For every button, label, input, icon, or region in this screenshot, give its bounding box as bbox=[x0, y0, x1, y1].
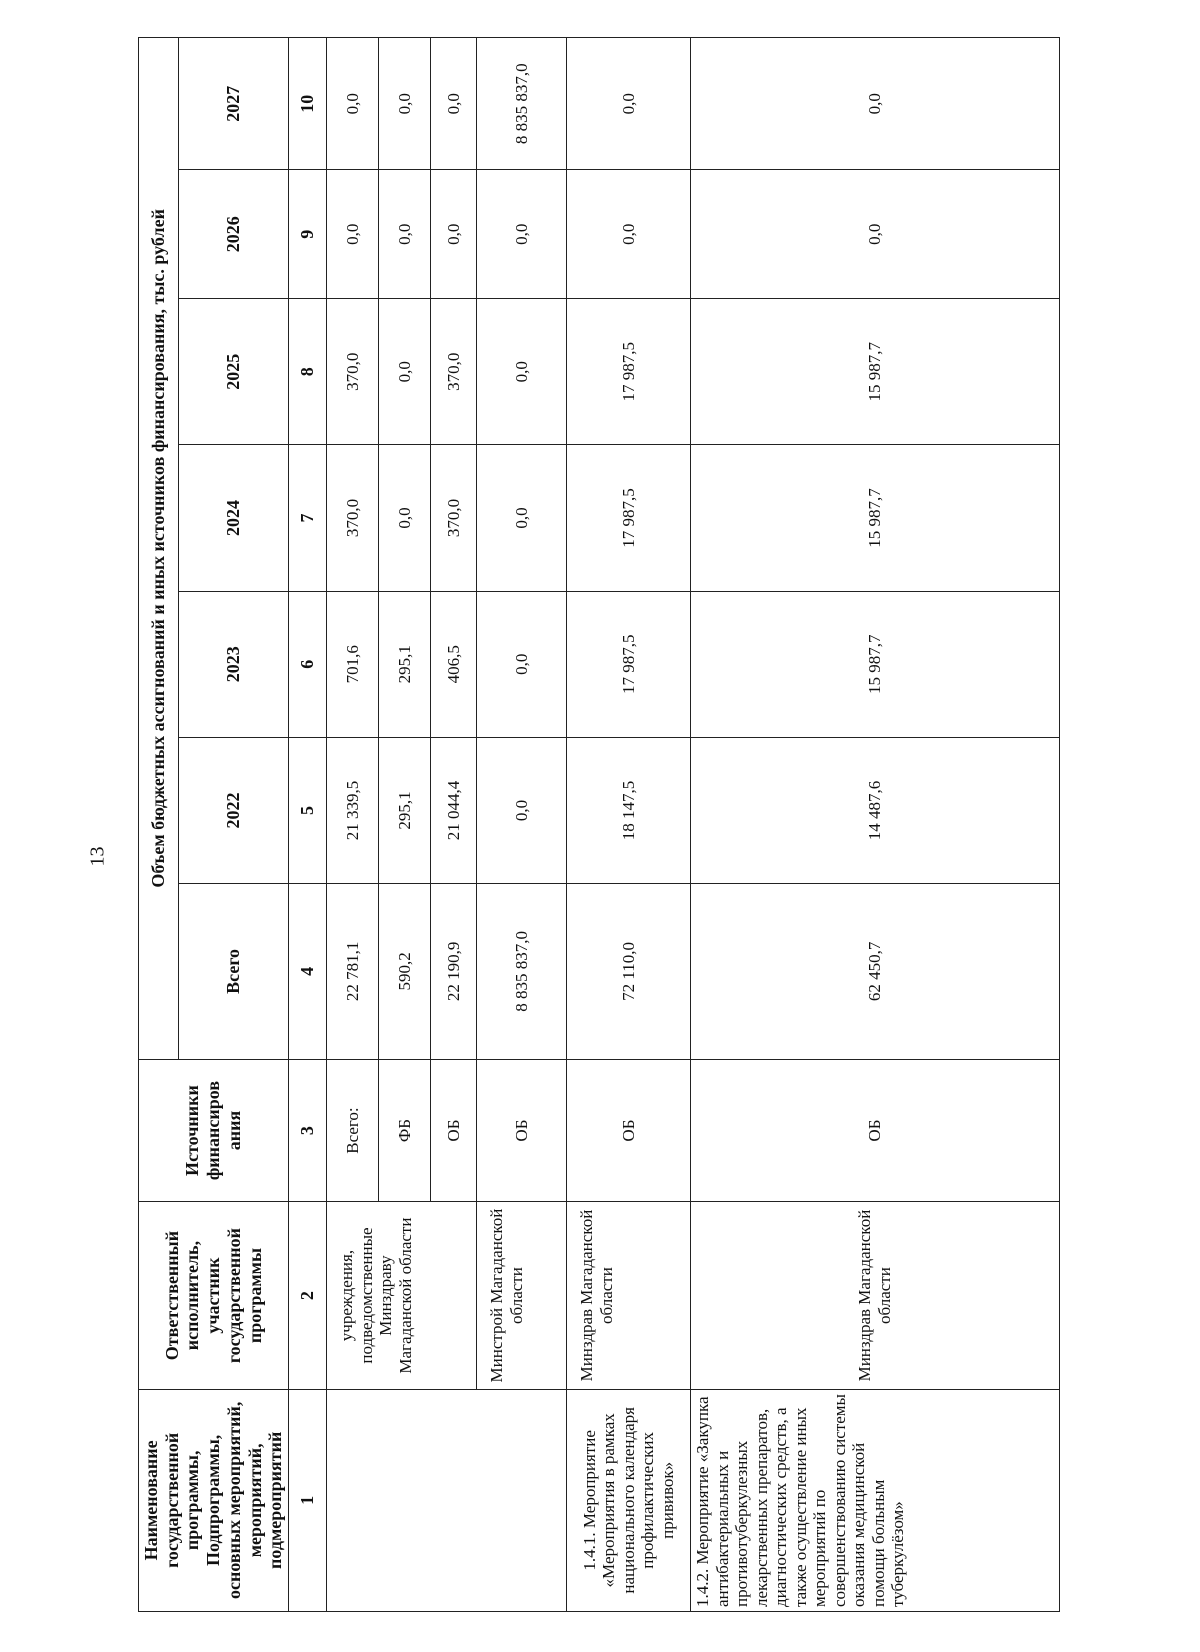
row-value: 370,0 bbox=[327, 445, 379, 591]
column-number: 2 bbox=[289, 1202, 327, 1389]
row-value: 8 835 837,0 bbox=[477, 38, 567, 170]
row-value: 0,0 bbox=[477, 737, 567, 883]
row-value: 295,1 bbox=[379, 737, 431, 883]
header-executor: Ответственный исполнитель, участник государственной программы bbox=[139, 1202, 289, 1389]
row-value: 701,6 bbox=[327, 591, 379, 737]
row-value: 0,0 bbox=[477, 299, 567, 445]
column-number: 7 bbox=[289, 445, 327, 591]
row-value: 0,0 bbox=[379, 38, 431, 170]
row-name: 1.4.1. Мероприятие «Мероприятия в рамках национального календаря профилактических прививок» bbox=[567, 1389, 691, 1611]
row-value: 295,1 bbox=[379, 591, 431, 737]
row-source: ОБ bbox=[691, 1059, 1060, 1202]
table-row bbox=[567, 38, 691, 1612]
row-value: 21 339,5 bbox=[327, 737, 379, 883]
column-number: 3 bbox=[289, 1059, 327, 1202]
funding-table bbox=[138, 37, 1060, 1612]
header-year-2022: 2022 bbox=[179, 737, 289, 883]
row-value: 62 450,7 bbox=[691, 884, 1060, 1060]
header-year-2023: 2023 bbox=[179, 591, 289, 737]
row-value: 0,0 bbox=[477, 170, 567, 299]
row-value: 0,0 bbox=[691, 170, 1060, 299]
row-value: 0,0 bbox=[477, 445, 567, 591]
row-source: ФБ bbox=[379, 1059, 431, 1202]
row-value: 17 987,5 bbox=[567, 591, 691, 737]
row-name: 1.4.2. Мероприятие «Закупка антибактериальных и противотуберкулезных лекарственных препаратов, диагностических средств, а также осуществление иных мероприятий по совершенствованию системы оказания медицинской помощи больным туберкулёзом» bbox=[691, 1389, 1060, 1611]
row-value: 17 987,5 bbox=[567, 299, 691, 445]
header-year-total: Всего bbox=[179, 884, 289, 1060]
row-value: 0,0 bbox=[379, 170, 431, 299]
header-year-2026: 2026 bbox=[179, 170, 289, 299]
row-value: 590,2 bbox=[379, 884, 431, 1060]
row-value: 72 110,0 bbox=[567, 884, 691, 1060]
row-value: 0,0 bbox=[691, 38, 1060, 170]
row-source: ОБ bbox=[431, 1059, 477, 1202]
row-value: 0,0 bbox=[431, 170, 477, 299]
column-number: 10 bbox=[289, 38, 327, 170]
row-value: 21 044,4 bbox=[431, 737, 477, 883]
column-number: 9 bbox=[289, 170, 327, 299]
column-number: 1 bbox=[289, 1389, 327, 1611]
row-executor: Минздрав Магаданской области bbox=[567, 1202, 691, 1389]
row-value: 0,0 bbox=[327, 38, 379, 170]
row-value: 14 487,6 bbox=[691, 737, 1060, 883]
column-number: 6 bbox=[289, 591, 327, 737]
column-number: 5 bbox=[289, 737, 327, 883]
row-value: 0,0 bbox=[567, 38, 691, 170]
row-value: 15 987,7 bbox=[691, 445, 1060, 591]
column-number: 4 bbox=[289, 884, 327, 1060]
header-source: Источники финансиров ания bbox=[139, 1059, 289, 1202]
row-executor: Минздрав Магаданской области bbox=[691, 1202, 1060, 1389]
row-source: Всего: bbox=[327, 1059, 379, 1202]
row-value: 0,0 bbox=[379, 445, 431, 591]
row-value: 17 987,5 bbox=[567, 445, 691, 591]
row-source: ОБ bbox=[477, 1059, 567, 1202]
table-row bbox=[327, 38, 379, 1612]
row-value: 370,0 bbox=[431, 299, 477, 445]
row-value: 0,0 bbox=[379, 299, 431, 445]
column-number: 8 bbox=[289, 299, 327, 445]
row-value: 370,0 bbox=[431, 445, 477, 591]
table-row bbox=[691, 38, 1060, 1612]
row-value: 15 987,7 bbox=[691, 591, 1060, 737]
row-source: ОБ bbox=[567, 1059, 691, 1202]
row-value: 8 835 837,0 bbox=[477, 884, 567, 1060]
row-value: 370,0 bbox=[327, 299, 379, 445]
page-number: 13 bbox=[86, 846, 109, 867]
row-value: 22 190,9 bbox=[431, 884, 477, 1060]
rotated-table-container bbox=[138, 37, 1060, 1612]
row-value: 0,0 bbox=[567, 170, 691, 299]
header-year-2024: 2024 bbox=[179, 445, 289, 591]
row-value: 0,0 bbox=[327, 170, 379, 299]
table-row bbox=[477, 38, 567, 1612]
row-value: 22 781,1 bbox=[327, 884, 379, 1060]
row-value: 18 147,5 bbox=[567, 737, 691, 883]
row-executor: учреждения, подведомственные Минздраву Магаданской области bbox=[327, 1202, 477, 1389]
header-funding: Объем бюджетных ассигнований и иных источников финансирования, тыс. рублей bbox=[139, 38, 179, 1060]
row-executor: Минстрой Магаданской области bbox=[477, 1202, 567, 1389]
row-value: 15 987,7 bbox=[691, 299, 1060, 445]
row-value: 406,5 bbox=[431, 591, 477, 737]
row-name bbox=[327, 1389, 567, 1611]
header-year-2025: 2025 bbox=[179, 299, 289, 445]
row-value: 0,0 bbox=[431, 38, 477, 170]
header-year-2027: 2027 bbox=[179, 38, 289, 170]
header-name: Наименование государственной программы, Подпрограммы, основных мероприятий, мероприятий, подмероприятий bbox=[139, 1389, 289, 1611]
row-value: 0,0 bbox=[477, 591, 567, 737]
